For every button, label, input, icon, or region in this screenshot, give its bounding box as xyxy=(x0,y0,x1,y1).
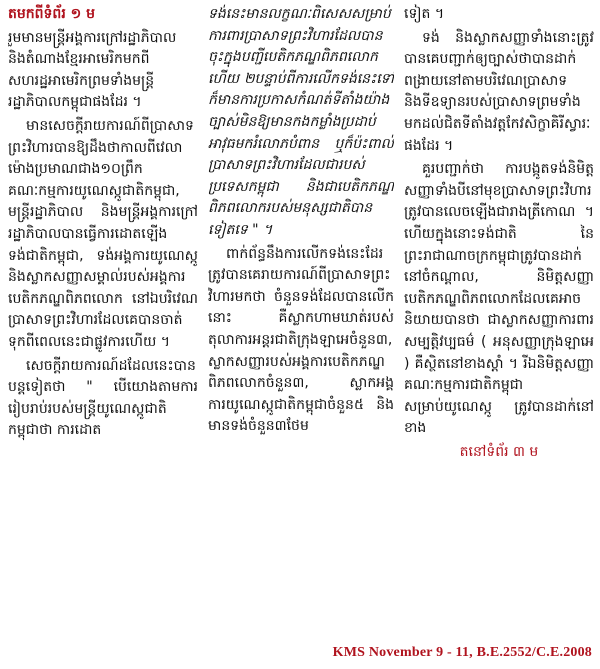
paragraph-2-2: ពាក់ព័ន្ធនឹងការលើកទង់នេះដែរ ត្រូវបានគេរាយការណ៍ពីប្រាសាទព្រះវិហារមកថា ចំនួនទង់ដែលបានលើកនោះ គឺស្លាកហាមឃាត់របស់តុលាការអន្តរជាតិក្រុងឡាអេចំនួន៣, ស្លាកសញ្ញារបស់អង្គការបេតិកភណ្ឌពិភពលោកចំនួន៣, ស្លាកអង្គការយូណេស្កូជាតិកម្ពុជាចំនួន៥ និងមានទង់ចំនួន៣ថែម xyxy=(208,245,394,435)
article-column-3 xyxy=(404,4,594,640)
article-column-1 xyxy=(8,4,198,640)
paragraph-1-2: មានសេចក្តីរាយការណ៍ពីប្រាសាទព្រះវិហារបានឱ្យដឹងថាកាលពីវេលាម៉ោងប្រមាណជាង១០ព្រឹក គណៈកម្មការយូណេស្កូជាតិកម្ពុជា, មន្ត្រីរដ្ឋាភិបាល និងមន្ត្រីអង្គការក្រៅរដ្ឋាភិបាលបានធ្វើការដោតឡើងទង់ជាតិកម្ពុជា, ទង់អង្គការយូណេស្កូ និងស្លាកសញ្ញាសម្គាល់របស់អង្គការបេតិកភណ្ឌពិភពលោក នៅឯបរិវេណប្រាសាទព្រះវិហារដែលគេបានចាត់ទុកពីពេលនេះជាផ្លូវការហើយ ។ xyxy=(8,117,198,350)
paragraph-3-2: ទង់ និងស្លាកសញ្ញាទាំងនោះត្រូវបានគេបញ្ជាក់ឲ្យច្បាស់ថាបានដាក់ពង្រាយនៅតាមបរិវេណប្រាសាទ និងទីឧទ្យានរបស់ប្រាសាទព្រមទាំងមកដល់ជិតទីតាំងវត្តកែវសិក្ខាគិរីស្វារៈផងដែរ ។ xyxy=(404,29,594,154)
paragraph-2-1: ទង់នេះមានលក្ខណៈពិសេសសម្រាប់ការពារប្រាសាទព្រះវិហារដែលបានចុះក្នុងបញ្ជីបេតិកភណ្ឌពិភពលោកហើយ ២បន្ទាប់ពីការលើកទង់នេះទៅក៏មានការប្រកាសកំណត់ទីតាំងយ៉ាងច្បាស់មិនឱ្យមានកងកម្លាំងប្រដាប់អាវុធមករំលោភបំពាន ឬក៏ប៉ះពាល់ប្រាសាទព្រះវិហារដែលជារបស់ប្រទេសកម្ពុជា និងជាបេតិកភណ្ឌពិភពលោករបស់មនុស្សជាតិបានទៀតទេ " ។ xyxy=(208,6,394,238)
continued-from-label: តមកពីទំព័រ ១ ម xyxy=(8,6,95,22)
continued-to-label: តនៅទំព័រ ៣ ម xyxy=(459,443,539,460)
paragraph-1-1: រួមមានមន្ត្រីអង្គការក្រៅរដ្ឋាភិបាល និងតំណាងខ្មែរអាមេរិកមកពីសហរដ្ឋអាមេរិកព្រមទាំងមន្ត្រីរដ្ឋាភិបាលកម្ពុជាផងដែរ ។ xyxy=(8,29,177,111)
article-column-2 xyxy=(208,4,394,640)
paragraph-3-3: គួរបញ្ជាក់ថា ការបង្កូតទង់និមិត្តសញ្ញាទាំងបីនៅមុខប្រាសាទព្រះវិហារត្រូវបានលេចឡើងជារាងត្រីកោណ ។ ហើយក្នុងនោះទង់ជាតិ នៃព្រះរាជាណាចក្រកម្ពុជាត្រូវបានដាក់នៅចំកណ្តាល, និមិត្តសញ្ញាបេតិកភណ្ឌពិភពលោកដែលគេអាចនិយាយបានថា ជាស្លាកសញ្ញាការពារសម្បត្តិវប្បធម៌ ( អនុសញ្ញាក្រុងឡាអេ ) គឺស្ថិតនៅខាងស្តាំ ។ រីឯនិមិត្តសញ្ញាគណៈកម្មការជាតិកម្ពុជាសម្រាប់យូណេស្កូ ត្រូវបានដាក់នៅខាង xyxy=(404,161,594,437)
paragraph-3-1: ទៀត ។ xyxy=(404,6,445,22)
paragraph-1-3: សេចក្តីរាយការណ៍ដដែលនេះបានបន្តទៀតថា " បើយោងតាមការរៀបរាប់របស់មន្ត្រីយូណេស្កូជាតិកម្ពុជាថា ការដោត xyxy=(8,357,198,439)
issue-footer: KMS November 9 - 11, B.E.2552/C.E.2008 xyxy=(332,645,592,660)
